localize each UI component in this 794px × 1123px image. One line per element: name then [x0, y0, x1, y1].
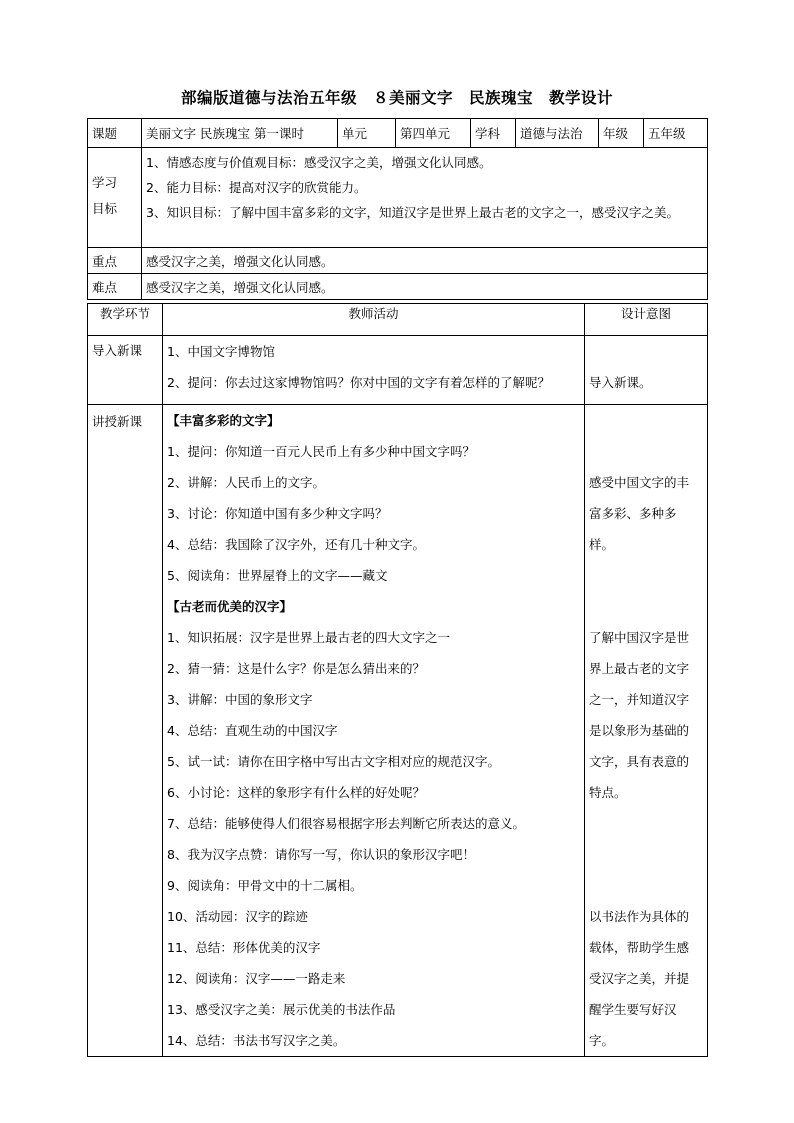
activity-line: 1、提问：你知道一百元人民币上有多少种中国文字吗？: [167, 444, 475, 459]
activity-line: 14、总结：书法书写汉字之美。: [167, 1033, 346, 1048]
difficulty-text: 感受汉字之美，增强文化认同感。: [142, 274, 708, 300]
activity-line: 8、我为汉字点赞：请你写一写，你认识的象形汉字吧！: [167, 847, 475, 862]
subject-value: 道德与法治: [516, 119, 599, 148]
lecture-intent: [585, 405, 708, 1057]
difficulty-label: 难点: [88, 274, 142, 300]
intro-intent: [585, 336, 708, 405]
activity-line: 4、总结：我国除了汉字外，还有几十种文字。: [167, 537, 425, 552]
topic-label: 课题: [88, 119, 142, 148]
activity-line: 13、感受汉字之美：展示优美的书法作品: [167, 1002, 396, 1017]
activity-line: 2、讲解：人民币上的文字。: [167, 475, 325, 490]
unit-value: 第四单元: [396, 119, 471, 148]
info-row: [88, 119, 708, 148]
intent-text: 导入新课。: [589, 375, 652, 390]
plan-header-row: [88, 304, 708, 336]
activity-line: 5、阅读角：世界屋脊上的文字——藏文: [167, 568, 388, 583]
grade-label: 年级: [599, 119, 644, 148]
intro-label: 导入新课: [88, 336, 163, 405]
goals-content: [142, 148, 708, 248]
teaching-plan-table: [87, 303, 708, 1057]
goals-row: [88, 148, 708, 248]
activity-line: 9、阅读角：甲骨文中的十二属相。: [167, 878, 363, 893]
intent-text: 以书法作为具体的载体，帮助学生感受汉字之美，并提醒学生要写好汉字。: [589, 909, 690, 1048]
lesson-info-table: [87, 118, 708, 300]
topic-value: 美丽文字 民族瑰宝 第一课时: [142, 119, 338, 148]
goal-item: 2、能力目标：提高对汉字的欣赏能力。: [146, 180, 367, 195]
activity-line: 10、活动园：汉字的踪迹: [167, 909, 308, 924]
header-design-intent: 设计意图: [585, 304, 708, 336]
key-point-row: [88, 248, 708, 274]
grade-value: 五年级: [644, 119, 708, 148]
goals-label: [88, 148, 142, 248]
key-point-label: 重点: [88, 248, 142, 274]
activity-line: 5、试一试：请你在田字格中写出古文字相对应的规范汉字。: [167, 754, 500, 769]
lecture-row: [88, 405, 708, 1057]
activity-line: 3、讲解：中国的象形文字: [167, 692, 313, 707]
key-point-text: 感受汉字之美，增强文化认同感。: [142, 248, 708, 274]
document-title: 部编版道德与法治五年级 ８美丽文字 民族瑰宝 教学设计: [180, 89, 613, 107]
activity-line: 2、猜一猜：这是什么字？你是怎么猜出来的？: [167, 661, 425, 676]
intro-activities: [163, 336, 585, 405]
goal-item: 1、情感态度与价值观目标：感受汉字之美，增强文化认同感。: [146, 155, 492, 170]
goals-label-line-1: 学习: [92, 175, 118, 190]
intent-text: 感受中国文字的丰富多彩、多种多样。: [589, 475, 690, 552]
intro-row: [88, 336, 708, 405]
goal-item: 3、知识目标：了解中国丰富多彩的文字，知道汉字是世界上最古老的文字之一，感受汉字之美。: [146, 205, 679, 220]
activity-line: 2、提问：你去过这家博物馆吗？你对中国的文字有着怎样的了解呢？: [167, 375, 550, 390]
header-teacher-activity: 教师活动: [163, 304, 585, 336]
unit-label: 单元: [338, 119, 396, 148]
activity-line: 6、小讨论：这样的象形字有什么样的好处呢？: [167, 785, 425, 800]
section-heading: 【丰富多彩的文字】: [167, 413, 280, 428]
activity-line: 12、阅读角：汉字——一路走来: [167, 971, 346, 986]
header-stage: 教学环节: [88, 304, 163, 336]
difficulty-row: [88, 274, 708, 300]
lecture-label: 讲授新课: [88, 405, 163, 1057]
section-heading: 【古老而优美的汉字】: [167, 599, 293, 614]
intent-text: 了解中国汉字是世界上最古老的文字之一，并知道汉字是以象形为基础的文字，具有表意的特点。: [589, 630, 690, 800]
subject-label: 学科: [471, 119, 516, 148]
activity-line: 11、总结：形体优美的汉字: [167, 940, 321, 955]
activity-line: 4、总结：直观生动的中国汉字: [167, 723, 338, 738]
activity-line: 3、讨论：你知道中国有多少种文字吗？: [167, 506, 388, 521]
activity-line: 1、知识拓展：汉字是世界上最古老的四大文字之一: [167, 630, 450, 645]
goals-label-line-2: 目标: [92, 201, 118, 216]
activity-line: 7、总结：能够使得人们很容易根据字形去判断它所表达的意义。: [167, 816, 525, 831]
activity-line: 1、中国文字博物馆: [167, 344, 275, 359]
lecture-activities: [163, 405, 585, 1057]
